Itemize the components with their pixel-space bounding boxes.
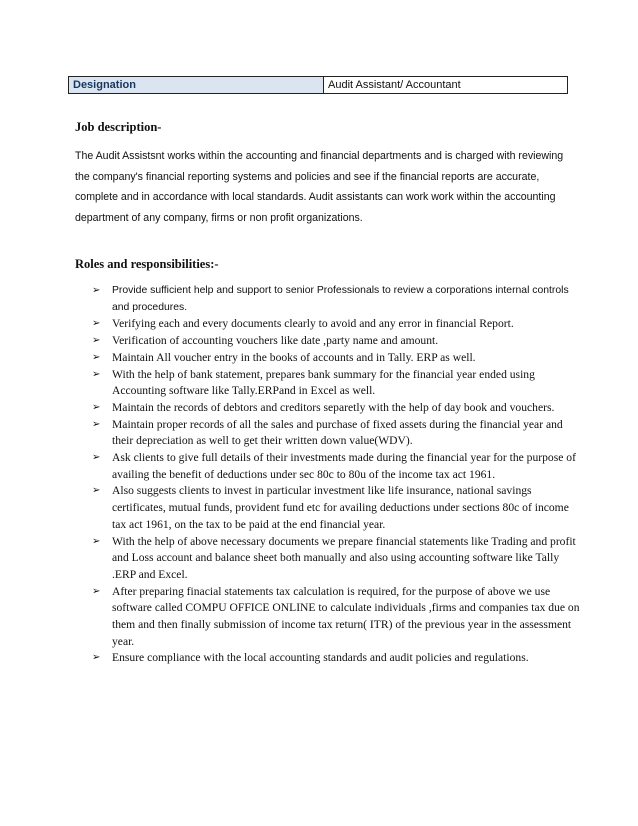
- list-item: [92, 400, 582, 417]
- list-item: [92, 350, 582, 367]
- list-item-text: Verification of accounting vouchers like date ,party name and amount.: [112, 334, 439, 348]
- roles-heading: Roles and responsibilities:-: [75, 257, 219, 271]
- list-item: [92, 534, 582, 584]
- arrow-bullet-icon: ➢: [92, 335, 101, 347]
- list-item: [92, 450, 582, 483]
- list-item-text: After preparing finacial statements tax calculation is required, for the purpose of above we use software called COMPU OFFICE ONLINE to calculate individuals ,firms and companies tax due on them and then finally submission of income tax return( ITR) of the previous year in the assessment year.: [112, 584, 580, 648]
- designation-label: Designation: [69, 77, 324, 94]
- list-item-text: Maintain All voucher entry in the books of accounts and in Tally. ERP as well.: [112, 350, 476, 364]
- arrow-bullet-icon: ➢: [92, 652, 101, 664]
- list-item-text: Ask clients to give full details of their investments made during the financial year for the purpose of availing the benefit of deductions under sec 80c to 80u of the income tax act 1961.: [112, 451, 576, 481]
- list-item-text: Verifying each and every documents clearly to avoid and any error in financial Report.: [112, 317, 514, 331]
- list-item-text: With the help of bank statement, prepares bank summary for the financial year ended using Accounting software like Tally.ERPand in Excel as well.: [112, 367, 535, 398]
- list-item: [92, 367, 582, 400]
- arrow-bullet-icon: ➢: [92, 401, 101, 413]
- list-item: [92, 316, 582, 333]
- job-description-heading: Job description-: [75, 120, 162, 134]
- arrow-bullet-icon: ➢: [92, 452, 101, 464]
- list-item: [92, 283, 582, 316]
- designation-value: Audit Assistant/ Accountant: [324, 77, 568, 94]
- list-item-text: Maintain the records of debtors and creditors separetly with the help of day book and vouchers.: [112, 400, 555, 414]
- list-item: [92, 483, 582, 533]
- list-item-text: With the help of above necessary documents we prepare financial statements like Trading and profit and Loss account and balance sheet both manually and also using accounting software like Tally .ERP and Excel.: [112, 534, 576, 581]
- arrow-bullet-icon: ➢: [92, 368, 101, 380]
- arrow-bullet-icon: ➢: [92, 418, 101, 430]
- designation-table: [68, 76, 568, 94]
- list-item-text: Maintain proper records of all the sales and purchase of fixed assets during the financial year and their depreciation as well to get their written down value(WDV).: [112, 417, 563, 448]
- list-item-text: Provide sufficient help and support to senior Professionals to review a corporations internal controls and procedures.: [112, 285, 569, 313]
- list-item-text: Ensure compliance with the local accounting standards and audit policies and regulations.: [112, 651, 529, 665]
- arrow-bullet-icon: ➢: [92, 585, 101, 597]
- designation-row: [69, 77, 568, 94]
- list-item-text: Also suggests clients to invest in particular investment like life insurance, national savings certificates, mutual funds, provident fund etc for availing deductions under sections 80c of income tax act 1961, on the tax to be paid at the end financial year.: [112, 484, 569, 531]
- job-description-text: The Audit Assistsnt works within the accounting and financial departments and is charged with reviewing the company's financial reporting systems and policies and see if the financial reports are accurate, complete and in accordance with local standards. Audit assistants can work work within the accounting department of any company, firms or non profit organizations.: [75, 150, 564, 224]
- arrow-bullet-icon: ➢: [92, 285, 101, 296]
- list-item: [92, 333, 582, 350]
- list-item: [92, 417, 582, 450]
- roles-list: [92, 283, 582, 667]
- list-item: [92, 584, 582, 651]
- list-item: [92, 650, 582, 667]
- arrow-bullet-icon: ➢: [92, 535, 101, 547]
- arrow-bullet-icon: ➢: [92, 485, 101, 497]
- arrow-bullet-icon: ➢: [92, 318, 101, 330]
- arrow-bullet-icon: ➢: [92, 351, 101, 363]
